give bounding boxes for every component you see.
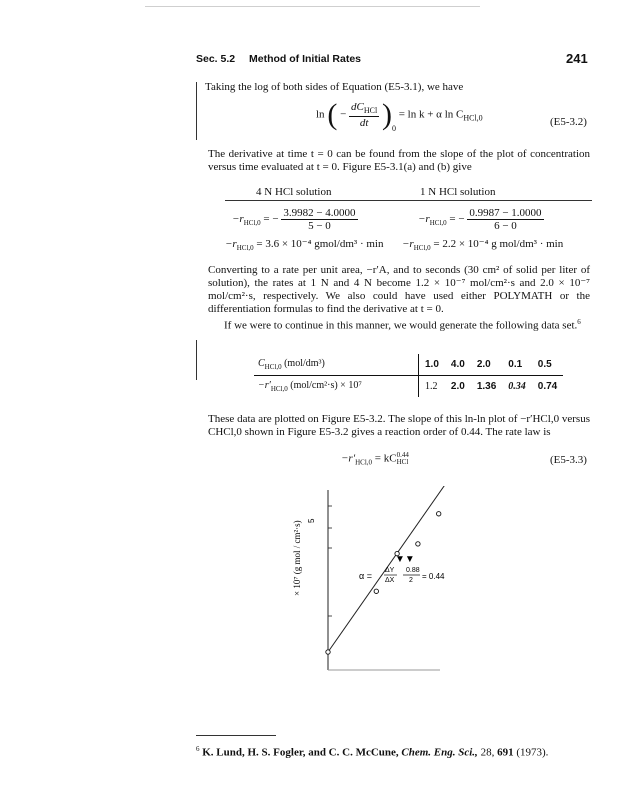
page-number: 241 <box>566 51 588 66</box>
equation-label-e5-3-3: (E5-3.3) <box>550 454 587 466</box>
delta-x-symbol: ΔX <box>385 577 395 584</box>
close-paren: ) <box>381 98 392 131</box>
solutions-rule <box>225 200 592 201</box>
open-paren: ( <box>327 98 338 131</box>
intro-paragraph: Taking the log of both sides of Equation (E5-3.1), we have <box>205 81 464 93</box>
right-rate-equation: $-r_{HCl,0}$ = − $\frac{0.9987 - 1.0000}{6 - 0}$ <box>418 207 542 232</box>
table-cell: 2.0 <box>476 359 491 370</box>
table-cell: 1.0 <box>425 359 439 370</box>
left-rate-result: $-r_{HCl,0} = 3.6 \times 10^{-4}$ gmol/dm³ · min <box>225 238 384 253</box>
plot-paragraph: These data are plotted on Figure E5-3.2. The slope of this ln-ln plot of −r′HCl,0 versus CHCl,0 shown in Figure E5-3.2 gives a reaction order of 0.44. The rate law is <box>208 413 590 438</box>
data-point <box>374 589 378 593</box>
top-rule <box>145 6 480 7</box>
data-points <box>326 512 441 655</box>
alpha-annotation: α = <box>359 571 372 581</box>
margin-rule-top <box>196 82 197 140</box>
table-row-label: $C_{HCl,0}$ (mol/dm³) <box>254 354 419 376</box>
y-ticks <box>328 506 332 616</box>
table-cell: 0.1 <box>508 359 523 370</box>
table-row-label: $-r'_{HCl,0}$ (mol/cm²·s) × 10⁷ <box>254 376 419 398</box>
ln-text: ln <box>316 108 325 121</box>
continuation-paragraph: If we were to continue in this manner, we would generate the following data set.$^6$ <box>224 318 581 332</box>
derivative-fraction: $\frac{dC_{HCl}}{dt}$ <box>351 101 378 129</box>
annotation-numerator: 0.88 <box>406 567 420 574</box>
data-point <box>437 512 441 516</box>
running-title: Method of Initial Rates <box>249 53 362 65</box>
table-row <box>254 376 563 398</box>
right-rate-result: $-r_{HCl,0} = 2.2 \times 10^{-4}$ g mol/dm³ · min <box>402 238 564 253</box>
left-rate-equation: $-r_{HCl,0}$ = − $\frac{3.9982 - 4.0000}{5 - 0}$ <box>232 207 356 232</box>
left-solution-heading: 4 N HCl solution <box>256 186 332 198</box>
equation-label-e5-3-2: (E5-3.2) <box>550 116 587 128</box>
table-cell: 4.0 <box>450 359 465 370</box>
table-cell: 1.2 <box>425 381 438 392</box>
delta-y-label: ▼▼ <box>395 554 415 565</box>
annotation-denominator: 2 <box>409 577 413 584</box>
table-cell: 0.5 <box>537 359 552 370</box>
equation-e5-3-2: ln ( − $\frac{dC_{HCl}}{dt}$ )$_0 = \ln k + \alpha$ $\ln C_{HCl,0}$ <box>316 98 483 133</box>
y-axis-label: × 10⁷ (g mol / cm²·s) <box>292 520 302 596</box>
table-row <box>254 354 563 376</box>
section-label: Sec. 5.2 <box>196 53 236 65</box>
data-point <box>416 542 420 546</box>
delta-y-symbol: ΔY <box>385 567 395 574</box>
derivative-paragraph: The derivative at time t = 0 can be found from the slope of the plot of concentration versus time evaluated at t = 0. Figure E5-3.1(a) and (b) give <box>208 148 590 173</box>
right-solution-heading: 1 N HCl solution <box>420 186 496 198</box>
footnote: $^6$ K. Lund, H. S. Fogler, and C. C. McCune, Chem. Eng. Sci., 28, 691 (1973). <box>196 745 549 759</box>
footnote-rule <box>196 735 276 736</box>
equation-e5-3-3: $-r'_{HCl,0}$ = kC 0.44 HCl <box>341 451 409 467</box>
margin-rule-middle <box>196 340 197 380</box>
table-cell: 1.36 <box>476 381 497 392</box>
table-cell: 0.74 <box>537 381 558 392</box>
data-point <box>326 650 330 654</box>
conversion-paragraph: Converting to a rate per unit area, −r′A, and to seconds (30 cm² of solid per liter of solution), the rates at 1 N and 4 N become 1.2 × 10⁻⁷ mol/cm²·s and 2.0 × 10⁻⁷ mol/cm²·s, respectively. We also could have used either POLYMATH or the differentiation formulas to find the derivative at t = 0. <box>208 264 590 315</box>
y-tick-label: 5 <box>307 518 316 523</box>
annotation-result: = 0.44 <box>422 572 445 581</box>
equation-rhs: = ln k + α ln C <box>398 108 464 121</box>
data-table <box>254 354 563 397</box>
table-cell: 0.34 <box>508 381 526 392</box>
figure-e5-3-2 <box>270 486 520 686</box>
table-cell: 2.0 <box>450 381 465 392</box>
